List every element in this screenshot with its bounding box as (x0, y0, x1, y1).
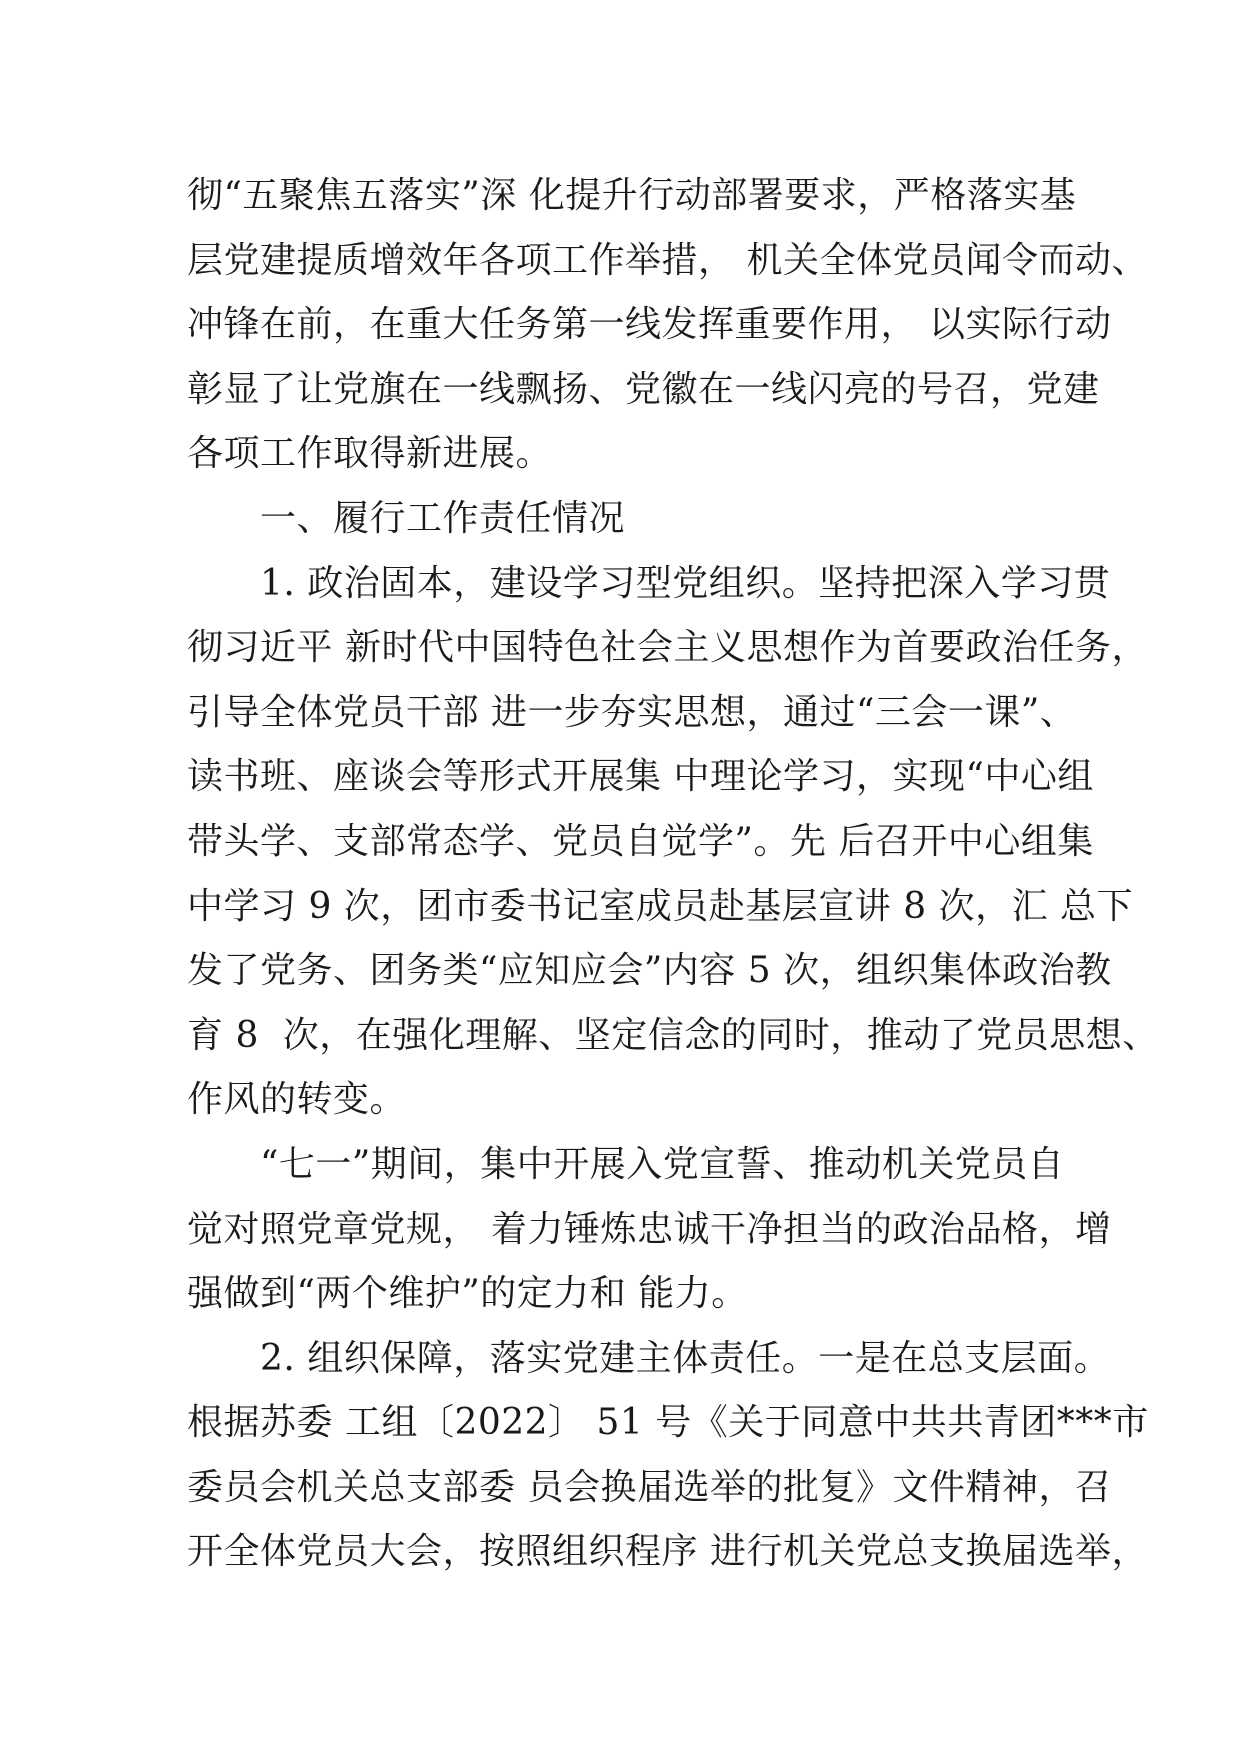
text-line: 彻习近平 新时代中国特色社会主义思想作为首要政治任务， (187, 627, 1148, 669)
text-line: 层党建提质增效年各项工作举措， 机关全体党员闻令而动、 (187, 239, 1148, 281)
text-line: 中学习 9 次，团市委书记室成员赴基层宣讲 8 次，汇 总下 (187, 885, 1134, 927)
text-line: 觉对照党章党规， 着力锤炼忠诚干净担当的政治品格，增 (187, 1208, 1112, 1250)
text-line: 冲锋在前，在重大任务第一线发挥重要作用， 以实际行动 (187, 304, 1112, 346)
text-line: 开全体党员大会，按照组织程序 进行机关党总支换届选举， (187, 1531, 1148, 1573)
text-line: 作风的转变。 (187, 1079, 407, 1121)
text-line: 发了党务、团务类“应知应会”内容 5 次，组织集体政治教 (187, 950, 1112, 992)
text-line: 带头学、支部常态学、党员自觉学”。先 后召开中心组集 (187, 820, 1094, 862)
document-body (187, 164, 1159, 1585)
text-line: 引导全体党员干部 进一步夯实思想，通过“三会一课”、 (187, 691, 1077, 733)
section-heading: 一、履行工作责任情况 (187, 497, 626, 539)
text-line: “七一”期间，集中开展入党宣誓、推动机关党员自 (187, 1143, 1065, 1185)
text-line: 强做到“两个维护”的定力和 能力。 (187, 1273, 748, 1315)
text-line: 委员会机关总支部委 员会换届选举的批复》文件精神，召 (187, 1466, 1112, 1508)
text-line: 1. 政治固本，建设学习型党组织。坚持把深入学习贯 (187, 562, 1111, 604)
text-line: 2. 组织保障，落实党建主体责任。一是在总支层面。 (187, 1337, 1111, 1379)
text-line: 育 8 次，在强化理解、坚定信念的同时，推动了党员思想、 (187, 1014, 1159, 1056)
text-line: 各项工作取得新进展。 (187, 433, 553, 475)
text-line: 彻“五聚焦五落实”深 化提升行动部署要求，严格落实基 (187, 175, 1077, 216)
text-line: 读书班、座谈会等形式开展集 中理论学习，实现“中心组 (187, 756, 1094, 798)
text-line: 根据苏委 工组〔2022〕 51 号《关于同意中共共青团***市 (187, 1402, 1149, 1444)
text-line: 彰显了让党旗在一线飘扬、党徽在一线闪亮的号召，党建 (187, 368, 1100, 410)
